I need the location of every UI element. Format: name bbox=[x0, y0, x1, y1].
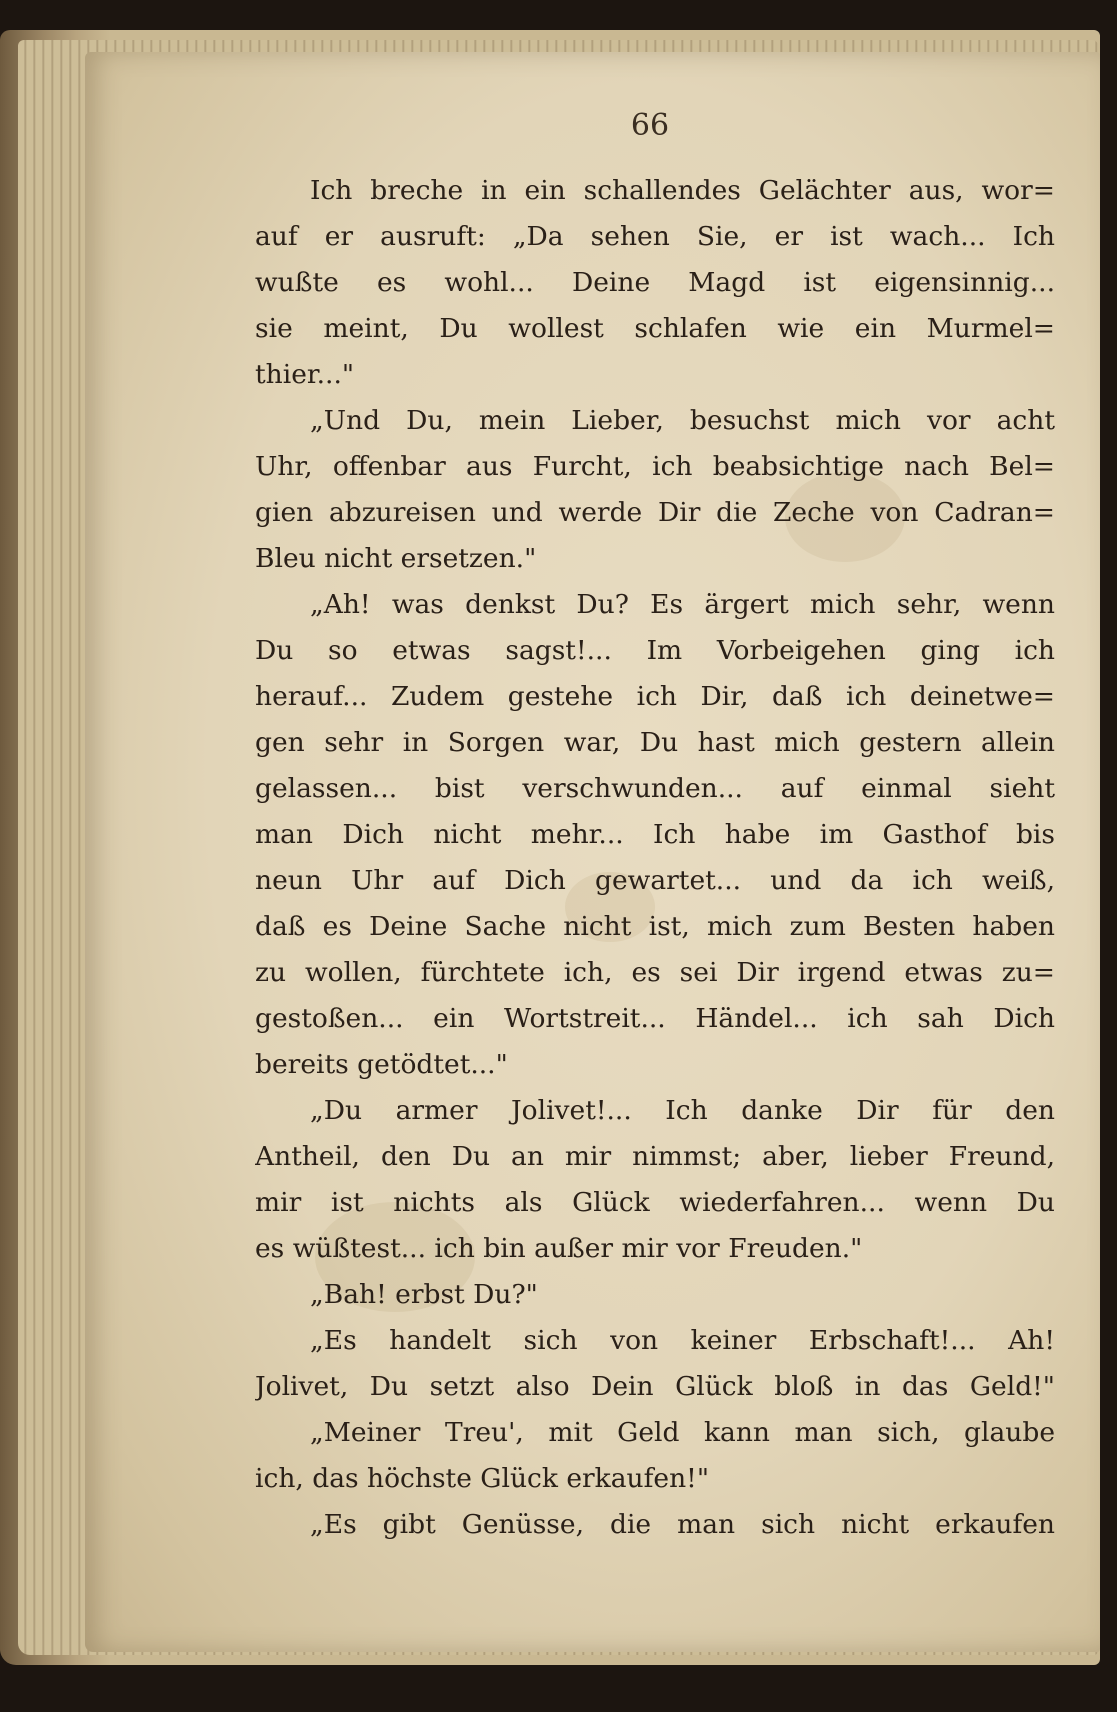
text-line: man Dich nicht mehr... Ich habe im Gasthof bis bbox=[255, 819, 1055, 850]
text-line: es wüßtest... ich bin außer mir vor Freuden." bbox=[255, 1233, 863, 1264]
page-number: 66 bbox=[630, 108, 670, 143]
text-line: mir ist nichts als Glück wiederfahren... wenn Du bbox=[255, 1187, 1055, 1218]
text-line: thier..." bbox=[255, 359, 355, 390]
text-line: Bleu nicht ersetzen." bbox=[255, 543, 537, 574]
text-line: Ich breche in ein schallendes Gelächter aus, wor= bbox=[310, 175, 1055, 206]
text-line: Jolivet, Du setzt also Dein Glück bloß in das Geld!" bbox=[255, 1371, 1055, 1402]
text-line: gen sehr in Sorgen war, Du hast mich gestern allein bbox=[255, 727, 1055, 758]
body-text bbox=[255, 168, 1055, 1548]
text-line: zu wollen, fürchtete ich, es sei Dir irgend etwas zu= bbox=[255, 957, 1055, 988]
text-line: „Und Du, mein Lieber, besuchst mich vor acht bbox=[310, 405, 1055, 436]
text-line: Antheil, den Du an mir nimmst; aber, lieber Freund, bbox=[255, 1141, 1055, 1172]
text-line: „Du armer Jolivet!... Ich danke Dir für den bbox=[310, 1095, 1055, 1126]
text-line: herauf... Zudem gestehe ich Dir, daß ich deinetwe= bbox=[255, 681, 1055, 712]
text-line: gelassen... bist verschwunden... auf einmal sieht bbox=[255, 773, 1055, 804]
text-line: „Ah! was denkst Du? Es ärgert mich sehr, wenn bbox=[310, 589, 1055, 620]
text-line: Du so etwas sagst!... Im Vorbeigehen ging ich bbox=[255, 635, 1055, 666]
text-line: „Bah! erbst Du?" bbox=[310, 1279, 538, 1310]
text-line: daß es Deine Sache nicht ist, mich zum Besten haben bbox=[255, 911, 1055, 942]
text-line: gestoßen... ein Wortstreit... Händel... ich sah Dich bbox=[255, 1003, 1055, 1034]
text-line: „Es handelt sich von keiner Erbschaft!... Ah! bbox=[310, 1325, 1055, 1356]
text-line: gien abzureisen und werde Dir die Zeche von Cadran= bbox=[255, 497, 1055, 528]
text-line: sie meint, Du wollest schlafen wie ein Murmel= bbox=[255, 313, 1055, 344]
text-line: ich, das höchste Glück erkaufen!" bbox=[255, 1463, 710, 1494]
text-line: neun Uhr auf Dich gewartet... und da ich weiß, bbox=[255, 865, 1055, 896]
text-line: „Es gibt Genüsse, die man sich nicht erkaufen bbox=[310, 1509, 1055, 1540]
text-line: bereits getödtet..." bbox=[255, 1049, 508, 1080]
text-line: Uhr, offenbar aus Furcht, ich beabsichtige nach Bel= bbox=[255, 451, 1055, 482]
text-line: auf er ausruft: „Da sehen Sie, er ist wach... Ich bbox=[255, 221, 1055, 252]
text-line: wußte es wohl... Deine Magd ist eigensinnig... bbox=[255, 267, 1055, 298]
text-line: „Meiner Treu', mit Geld kann man sich, glaube bbox=[310, 1417, 1055, 1448]
